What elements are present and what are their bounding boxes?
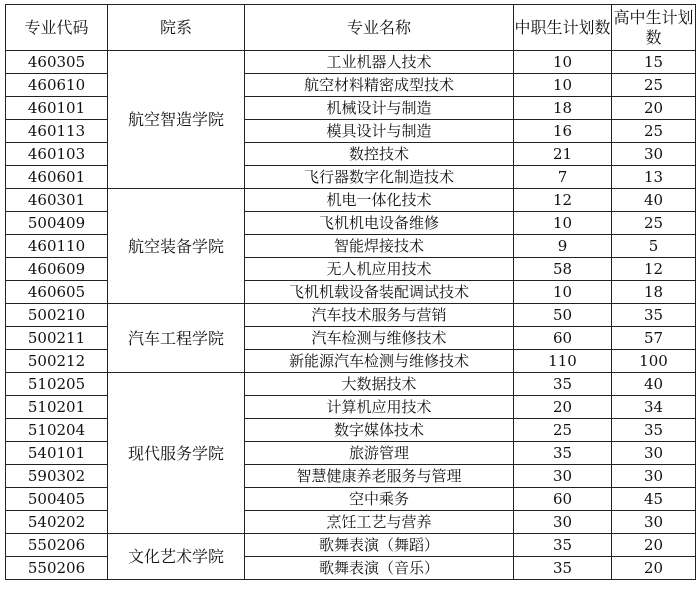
major-code-cell: 550206 — [6, 557, 108, 580]
major-code-cell: 460103 — [6, 143, 108, 166]
major-code-cell: 510201 — [6, 396, 108, 419]
major-code-cell: 460301 — [6, 189, 108, 212]
college-cell: 航空装备学院 — [108, 189, 245, 304]
header-major-code: 专业代码 — [6, 5, 108, 51]
major-code-cell: 540202 — [6, 511, 108, 534]
major-code-cell: 460610 — [6, 74, 108, 97]
vocational-plan-cell: 110 — [514, 350, 612, 373]
vocational-plan-cell: 35 — [514, 442, 612, 465]
major-code-cell: 460609 — [6, 258, 108, 281]
major-code-cell: 500211 — [6, 327, 108, 350]
highschool-plan-cell: 20 — [612, 534, 696, 557]
major-code-cell: 510204 — [6, 419, 108, 442]
vocational-plan-cell: 35 — [514, 373, 612, 396]
major-name-cell: 旅游管理 — [245, 442, 514, 465]
header-highschool-plan: 高中生计划数 — [612, 5, 696, 51]
major-name-cell: 烹饪工艺与营养 — [245, 511, 514, 534]
college-cell: 现代服务学院 — [108, 373, 245, 534]
major-code-cell: 500210 — [6, 304, 108, 327]
major-name-cell: 飞机机电设备维修 — [245, 212, 514, 235]
table-row — [6, 534, 696, 557]
table-body — [6, 51, 696, 580]
vocational-plan-cell: 60 — [514, 327, 612, 350]
vocational-plan-cell: 10 — [514, 51, 612, 74]
vocational-plan-cell: 35 — [514, 557, 612, 580]
vocational-plan-cell: 30 — [514, 511, 612, 534]
major-code-cell: 460113 — [6, 120, 108, 143]
highschool-plan-cell: 40 — [612, 189, 696, 212]
major-name-cell: 数控技术 — [245, 143, 514, 166]
vocational-plan-cell: 18 — [514, 97, 612, 120]
highschool-plan-cell: 13 — [612, 166, 696, 189]
major-code-cell: 460305 — [6, 51, 108, 74]
highschool-plan-cell: 12 — [612, 258, 696, 281]
vocational-plan-cell: 21 — [514, 143, 612, 166]
major-name-cell: 机电一体化技术 — [245, 189, 514, 212]
major-name-cell: 模具设计与制造 — [245, 120, 514, 143]
vocational-plan-cell: 9 — [514, 235, 612, 258]
major-code-cell: 500409 — [6, 212, 108, 235]
header-college: 院系 — [108, 5, 245, 51]
vocational-plan-cell: 10 — [514, 74, 612, 97]
highschool-plan-cell: 20 — [612, 97, 696, 120]
major-code-cell: 500405 — [6, 488, 108, 511]
major-code-cell: 460101 — [6, 97, 108, 120]
table-row — [6, 189, 696, 212]
major-code-cell: 590302 — [6, 465, 108, 488]
header-major-name: 专业名称 — [245, 5, 514, 51]
major-name-cell: 汽车检测与维修技术 — [245, 327, 514, 350]
table-row — [6, 51, 696, 74]
major-name-cell: 大数据技术 — [245, 373, 514, 396]
highschool-plan-cell: 25 — [612, 120, 696, 143]
vocational-plan-cell: 58 — [514, 258, 612, 281]
vocational-plan-cell: 35 — [514, 534, 612, 557]
major-name-cell: 计算机应用技术 — [245, 396, 514, 419]
highschool-plan-cell: 30 — [612, 442, 696, 465]
major-name-cell: 汽车技术服务与营销 — [245, 304, 514, 327]
vocational-plan-cell: 60 — [514, 488, 612, 511]
highschool-plan-cell: 20 — [612, 557, 696, 580]
major-code-cell: 510205 — [6, 373, 108, 396]
highschool-plan-cell: 30 — [612, 143, 696, 166]
vocational-plan-cell: 12 — [514, 189, 612, 212]
major-name-cell: 歌舞表演（音乐） — [245, 557, 514, 580]
highschool-plan-cell: 100 — [612, 350, 696, 373]
major-name-cell: 飞机机载设备装配调试技术 — [245, 281, 514, 304]
enrollment-plan-table-wrapper — [5, 4, 696, 580]
major-name-cell: 歌舞表演（舞蹈） — [245, 534, 514, 557]
enrollment-plan-table — [5, 4, 696, 580]
college-cell: 汽车工程学院 — [108, 304, 245, 373]
highschool-plan-cell: 25 — [612, 74, 696, 97]
header-row — [6, 5, 696, 51]
vocational-plan-cell: 7 — [514, 166, 612, 189]
major-name-cell: 航空材料精密成型技术 — [245, 74, 514, 97]
highschool-plan-cell: 5 — [612, 235, 696, 258]
major-name-cell: 新能源汽车检测与维修技术 — [245, 350, 514, 373]
highschool-plan-cell: 45 — [612, 488, 696, 511]
highschool-plan-cell: 57 — [612, 327, 696, 350]
major-name-cell: 数字媒体技术 — [245, 419, 514, 442]
major-code-cell: 550206 — [6, 534, 108, 557]
vocational-plan-cell: 16 — [514, 120, 612, 143]
college-cell: 航空智造学院 — [108, 51, 245, 189]
major-code-cell: 500212 — [6, 350, 108, 373]
highschool-plan-cell: 18 — [612, 281, 696, 304]
major-name-cell: 智能焊接技术 — [245, 235, 514, 258]
college-cell: 文化艺术学院 — [108, 534, 245, 580]
vocational-plan-cell: 25 — [514, 419, 612, 442]
major-code-cell: 540101 — [6, 442, 108, 465]
vocational-plan-cell: 50 — [514, 304, 612, 327]
highschool-plan-cell: 35 — [612, 419, 696, 442]
major-code-cell: 460110 — [6, 235, 108, 258]
highschool-plan-cell: 25 — [612, 212, 696, 235]
major-name-cell: 飞行器数字化制造技术 — [245, 166, 514, 189]
highschool-plan-cell: 40 — [612, 373, 696, 396]
vocational-plan-cell: 10 — [514, 212, 612, 235]
major-name-cell: 智慧健康养老服务与管理 — [245, 465, 514, 488]
highschool-plan-cell: 35 — [612, 304, 696, 327]
major-name-cell: 工业机器人技术 — [245, 51, 514, 74]
vocational-plan-cell: 10 — [514, 281, 612, 304]
major-code-cell: 460601 — [6, 166, 108, 189]
header-vocational-plan: 中职生计划数 — [514, 5, 612, 51]
major-name-cell: 机械设计与制造 — [245, 97, 514, 120]
vocational-plan-cell: 20 — [514, 396, 612, 419]
table-row — [6, 304, 696, 327]
major-name-cell: 空中乘务 — [245, 488, 514, 511]
highschool-plan-cell: 30 — [612, 511, 696, 534]
highschool-plan-cell: 34 — [612, 396, 696, 419]
table-row — [6, 373, 696, 396]
highschool-plan-cell: 30 — [612, 465, 696, 488]
major-name-cell: 无人机应用技术 — [245, 258, 514, 281]
major-code-cell: 460605 — [6, 281, 108, 304]
highschool-plan-cell: 15 — [612, 51, 696, 74]
vocational-plan-cell: 30 — [514, 465, 612, 488]
